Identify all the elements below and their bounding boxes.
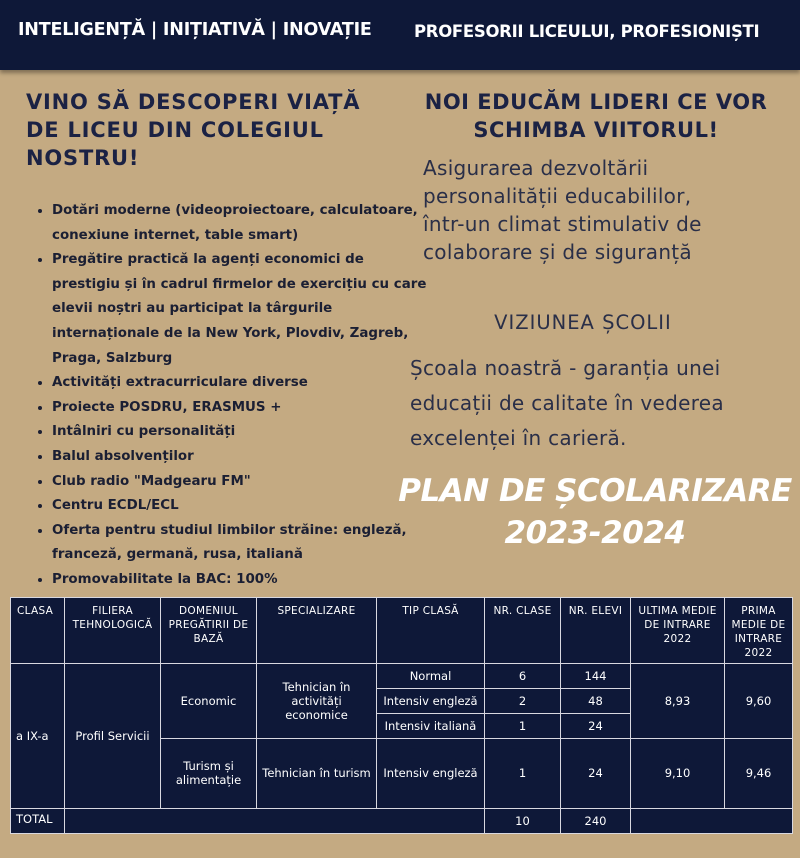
vision-line: Școala noastră - garanția unei [410, 356, 721, 380]
feature-item: • Intâlniri cu personalități [52, 420, 432, 445]
col-header-prima-medie: PRIMA MEDIE DE INTRARE 2022 [725, 598, 793, 664]
col-header-filiera: FILIERA TEHNOLOGICĂ [65, 598, 161, 664]
mission-line: colaborare și de siguranță [423, 240, 692, 264]
cell-specializare: Tehnician în activități economice [257, 664, 377, 739]
cell-domeniu: Turism și alimentație [161, 738, 257, 808]
cell-total-label: TOTAL [11, 809, 65, 834]
cell-total-empty [65, 809, 485, 834]
feature-item: • Club radio "Madgearu FM" [52, 470, 432, 495]
vision-text [410, 351, 795, 456]
cell-total-clase: 10 [485, 809, 561, 834]
vision-title: VIZIUNEA ȘCOLII [494, 311, 672, 334]
vision-line: excelenței în carieră. [410, 426, 627, 450]
left-heading-line: DE LICEU DIN COLEGIUL [26, 118, 324, 142]
cell-clasa: a IX-a [11, 664, 65, 809]
cell-nr-clase: 1 [485, 713, 561, 738]
feature-item: • Oferta pentru studiul limbilor străine: engleză, franceză, germană, rusa, italiană [52, 519, 432, 568]
right-heading [406, 88, 786, 144]
right-heading-line: NOI EDUCĂM LIDERI CE VOR [424, 90, 768, 114]
plan-title-line: PLAN DE ȘCOLARIZARE [398, 473, 792, 509]
cell-prima-medie: 9,46 [725, 738, 793, 808]
col-header-domeniul: DOMENIUL PREGĂTIRII DE BAZĂ [161, 598, 257, 664]
feature-item: • Balul absolvenților [52, 445, 432, 470]
right-heading-line: SCHIMBA VIITORUL! [473, 118, 719, 142]
cell-nr-elevi: 48 [561, 688, 631, 713]
col-header-clasa: CLASA [11, 598, 65, 664]
plan-title-year: 2023-2024 [504, 515, 686, 551]
cell-nr-elevi: 24 [561, 713, 631, 738]
feature-item: • Promovabilitate la BAC: 100% [52, 568, 432, 593]
cell-nr-elevi: 24 [561, 738, 631, 808]
feature-item: • Dotări moderne (videoproiectoare, calculatoare, conexiune internet, table smart) [52, 199, 432, 248]
cell-prima-medie: 9,60 [725, 664, 793, 739]
col-header-specializare: SPECIALIZARE [257, 598, 377, 664]
cell-tip-clasa: Intensiv engleză [377, 738, 485, 808]
enrollment-table [10, 597, 793, 834]
left-heading-line: NOSTRU! [26, 146, 140, 170]
cell-tip-clasa: Intensiv italiană [377, 713, 485, 738]
cell-specializare: Tehnician în turism [257, 738, 377, 808]
mission-line: Asigurarea dezvoltării [423, 156, 649, 180]
cell-nr-clase: 1 [485, 738, 561, 808]
vision-line: educații de calitate în vederea [410, 391, 724, 415]
plan-title [395, 470, 795, 554]
col-header-ultima-medie: ULTIMA MEDIE DE INTRARE 2022 [631, 598, 725, 664]
left-heading-line: VINO SĂ DESCOPERI VIAȚĂ [26, 90, 361, 114]
mission-line: personalității educabililor, [423, 184, 692, 208]
cell-tip-clasa: Normal [377, 664, 485, 689]
cell-total-empty [631, 809, 793, 834]
cell-nr-clase: 6 [485, 664, 561, 689]
cell-domeniu: Economic [161, 664, 257, 739]
header-bar [0, 0, 800, 70]
col-header-nr-elevi: NR. ELEVI [561, 598, 631, 664]
col-header-nr-clase: NR. CLASE [485, 598, 561, 664]
cell-tip-clasa: Intensiv engleză [377, 688, 485, 713]
header-motto: INTELIGENȚĂ | INIȚIATIVĂ | INOVAȚIE [18, 20, 372, 40]
table-total-row [11, 809, 793, 834]
mission-text [423, 154, 793, 266]
table-header-row [11, 598, 793, 664]
enrollment-table-panel [10, 597, 792, 834]
feature-item: • Activități extracurriculare diverse [52, 371, 432, 396]
features-list [24, 199, 432, 593]
table-row [11, 664, 793, 689]
cell-filiera: Profil Servicii [65, 664, 161, 809]
feature-item: • Proiecte POSDRU, ERASMUS + [52, 396, 432, 421]
mission-line: într-un climat stimulativ de [423, 212, 702, 236]
col-header-tip-clasa: TIP CLASĂ [377, 598, 485, 664]
cell-nr-elevi: 144 [561, 664, 631, 689]
header-teachers: PROFESORII LICEULUI, PROFESIONIȘTI [414, 22, 760, 41]
cell-nr-clase: 2 [485, 688, 561, 713]
feature-item: • Pregătire practică la agenți economici de prestigiu și în cadrul firmelor de exercițiu cu care elevii noștri au participat la târgurile internaționale de la New York, Plovdiv, Zagreb, Praga, Salzburg [52, 248, 432, 371]
left-heading [26, 88, 406, 172]
cell-total-elevi: 240 [561, 809, 631, 834]
feature-item: • Centru ECDL/ECL [52, 494, 432, 519]
cell-ultima-medie: 9,10 [631, 738, 725, 808]
cell-ultima-medie: 8,93 [631, 664, 725, 739]
